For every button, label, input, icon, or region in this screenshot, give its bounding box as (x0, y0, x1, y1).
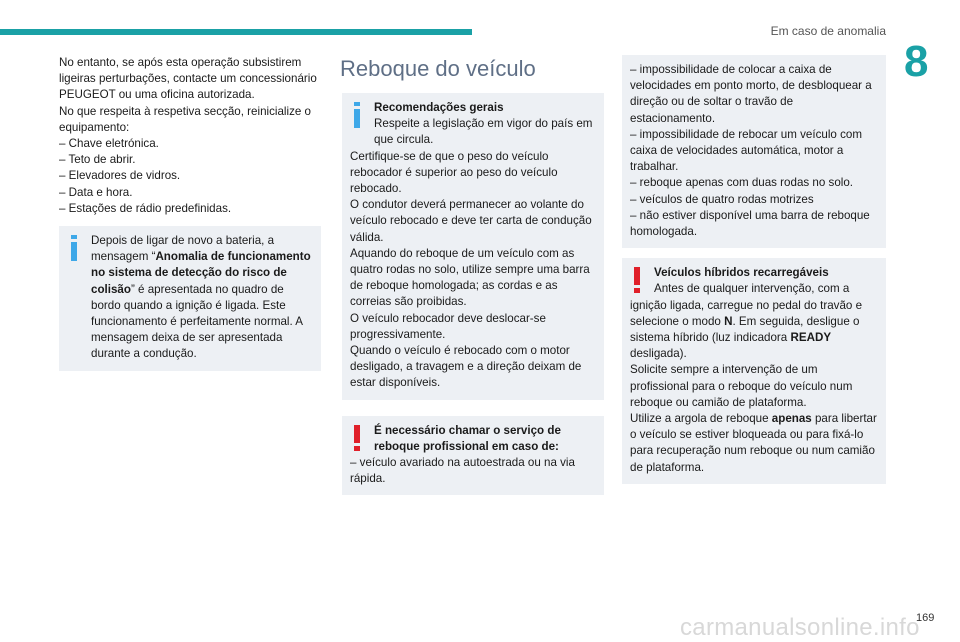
warning-box (342, 416, 604, 496)
column-2 (340, 55, 604, 495)
list-item: – não estiver disponível uma barra de reboque homologada. (630, 208, 870, 239)
list-item: – reboque apenas com duas rodas no solo. (630, 176, 854, 190)
info-text: Depois de ligar de novo a bateria, a mensagem “Anomalia de funcionamento no sistema de detecção do risco de colisão” é apresentada no quadro de bordo quando a ignição é ligada. Este funcionamento é perfeitamente normal. A mensagem deixa de ser apresentada durante a condução. (91, 234, 311, 361)
watermark: carmanualsonline.info (680, 614, 920, 641)
column-3 (622, 55, 886, 484)
warning-line: – veículo avariado na autoestrada ou na via rápida. (350, 456, 575, 486)
header-accent-bar (0, 29, 472, 35)
warning-box (622, 258, 886, 484)
info-box (342, 93, 604, 400)
info-icon (350, 102, 364, 128)
paragraph: No entanto, se após esta operação subsistirem ligeiras perturbações, contacte um concessionário PEUGEOT ou uma oficina autorizada. (59, 56, 317, 102)
list-item: – veículos de quatro rodas motrizes (630, 192, 814, 206)
section-title: Em caso de anomalia (770, 24, 886, 38)
info-line: Aquando do reboque de um veículo com as quatro rodas no solo, utilize sempre uma barra de reboque homologada; as cordas e as correias são proibidas. (350, 246, 590, 309)
list-item: – Elevadores de vidros. (59, 169, 181, 183)
info-icon (67, 235, 81, 261)
warning-line: Utilize a argola de reboque apenas para libertar o veículo se estiver bloqueada ou para fixá-lo para recuperação num reboque ou num camião de plataforma. (630, 412, 877, 474)
list-item: – impossibilidade de colocar a caixa de velocidades em ponto morto, de desbloquear a direção ou de soltar o travão de estacionamento. (630, 63, 872, 125)
list-item: – impossibilidade de rebocar um veículo com caixa de velocidades automática, motor a trabalhar. (630, 127, 862, 174)
warning-title: Veículos híbridos recarregáveis (654, 266, 829, 280)
page-number: 169 (916, 612, 935, 624)
warning-line: Antes de qualquer intervenção, com a ignição ligada, carregue no pedal do travão e selecione o modo N. Em seguida, desligue o sistema híbrido (luz indicadora READY desligada). (630, 282, 863, 361)
list-item: – Chave eletrónica. (59, 137, 159, 151)
column-1 (59, 55, 321, 371)
info-line: Quando o veículo é rebocado com o motor desligado, a travagem e a direção deixam de estar disponíveis. (350, 344, 582, 390)
list-item: – Estações de rádio predefinidas. (59, 201, 232, 215)
warning-icon (350, 425, 364, 451)
info-line: Certifique-se de que o peso do veículo rebocador é superior ao peso do veículo rebocado. (350, 149, 558, 196)
warning-line: Solicite sempre a intervenção de um profissional para o reboque do veículo num reboque ou camião de plataforma. (630, 363, 853, 409)
info-line: Respeite a legislação em vigor do país em que circula. (374, 117, 593, 147)
page-heading: Reboque do veículo (340, 56, 536, 81)
list-item: – Data e hora. (59, 185, 133, 199)
paragraph: No que respeita à respetiva secção, reinicialize o equipamento: (59, 104, 311, 134)
list-box (622, 55, 886, 248)
info-line: O condutor deverá permanecer ao volante do veículo rebocado e deve ter carta de condução válida. (350, 198, 592, 244)
info-box (59, 226, 321, 371)
info-line: O veículo rebocador deve deslocar-se progressivamente. (350, 311, 546, 341)
info-title: Recomendações gerais (374, 101, 504, 114)
chapter-number: 8 (904, 37, 929, 86)
warning-icon (630, 267, 644, 293)
list-item: – Teto de abrir. (59, 153, 136, 167)
warning-title: É necessário chamar o serviço de reboque profissional em caso de: (374, 423, 561, 453)
